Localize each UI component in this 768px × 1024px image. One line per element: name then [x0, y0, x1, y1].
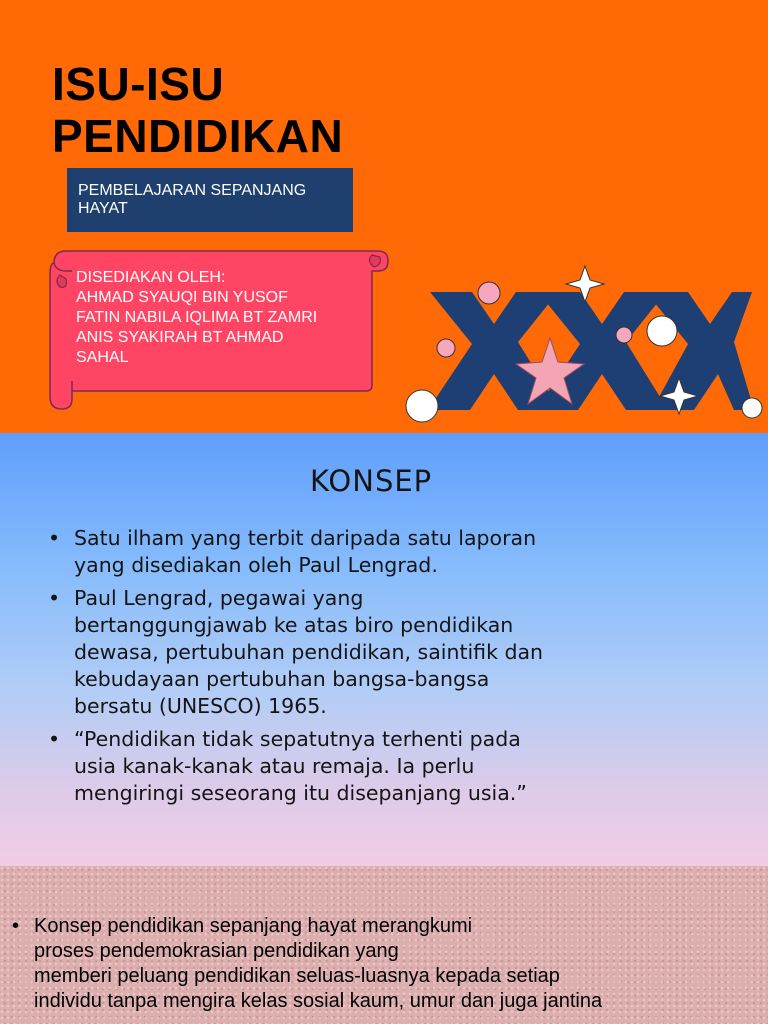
bullet-icon: • [12, 915, 20, 937]
konsep-heading: KONSEP [310, 464, 433, 498]
author-name: SAHAL [76, 349, 129, 366]
decorative-x-stars-graphic [400, 262, 768, 432]
paragraph-line: memberi peluang pendidikan seluas-luasnya kepada setiap [34, 965, 560, 987]
subtitle-box [67, 168, 353, 232]
paragraph-line: individu tanpa mengira kelas sosial kaum, umur dan juga jantina [34, 990, 603, 1012]
white-circle-icon [742, 398, 762, 418]
white-circle-icon [647, 316, 677, 346]
konsep-slide [0, 433, 768, 866]
list-item: • Paul Lengrad, pegawai yang bertanggungjawab ke atas biro pendidikan dewasa, pertubuhan pendidikan, saintifik dan kebudayaan pertubuhan bangsa-bangsa bersatu (UNESCO) 1965. [48, 585, 748, 720]
author-name: ANIS SYAKIRAH BT AHMAD [76, 329, 284, 346]
authors-block [76, 268, 317, 368]
x-shapes-icon [428, 292, 754, 410]
title-line: PENDIDIKAN [52, 110, 344, 162]
pink-circle-icon [437, 339, 455, 357]
white-circle-icon [406, 390, 438, 422]
title-slide [0, 0, 768, 433]
list-item: • “Pendidikan tidak sepatutnya terhenti pada usia kanak-kanak atau remaja. Ia perlu mengiringi seseorang itu disepanjang usia.” [48, 726, 748, 807]
author-name: FATIN NABILA IQLIMA BT ZAMRI [76, 309, 318, 326]
title-line: ISU-ISU [52, 58, 225, 110]
slide-title [52, 58, 343, 162]
pink-circle-icon [616, 327, 632, 343]
authors-heading: DISEDIAKAN OLEH: [76, 269, 226, 286]
paragraph-line: proses pendemokrasian pendidikan yang [34, 940, 399, 962]
paragraph-line: Konsep pendidikan sepanjang hayat merangkumi [34, 915, 473, 937]
concept-detail-slide [0, 866, 768, 1024]
author-name: AHMAD SYAUQI BIN YUSOF [76, 289, 288, 306]
subtitle-line: HAYAT [78, 200, 128, 217]
konsep-bullet-list [48, 525, 748, 813]
subtitle-line: PEMBELAJARAN SEPANJANG [78, 182, 307, 199]
list-item: • Satu ilham yang terbit daripada satu laporan yang disediakan oleh Paul Lengrad. [48, 525, 748, 579]
concept-paragraph [12, 914, 768, 1014]
pink-circle-icon [478, 282, 500, 304]
